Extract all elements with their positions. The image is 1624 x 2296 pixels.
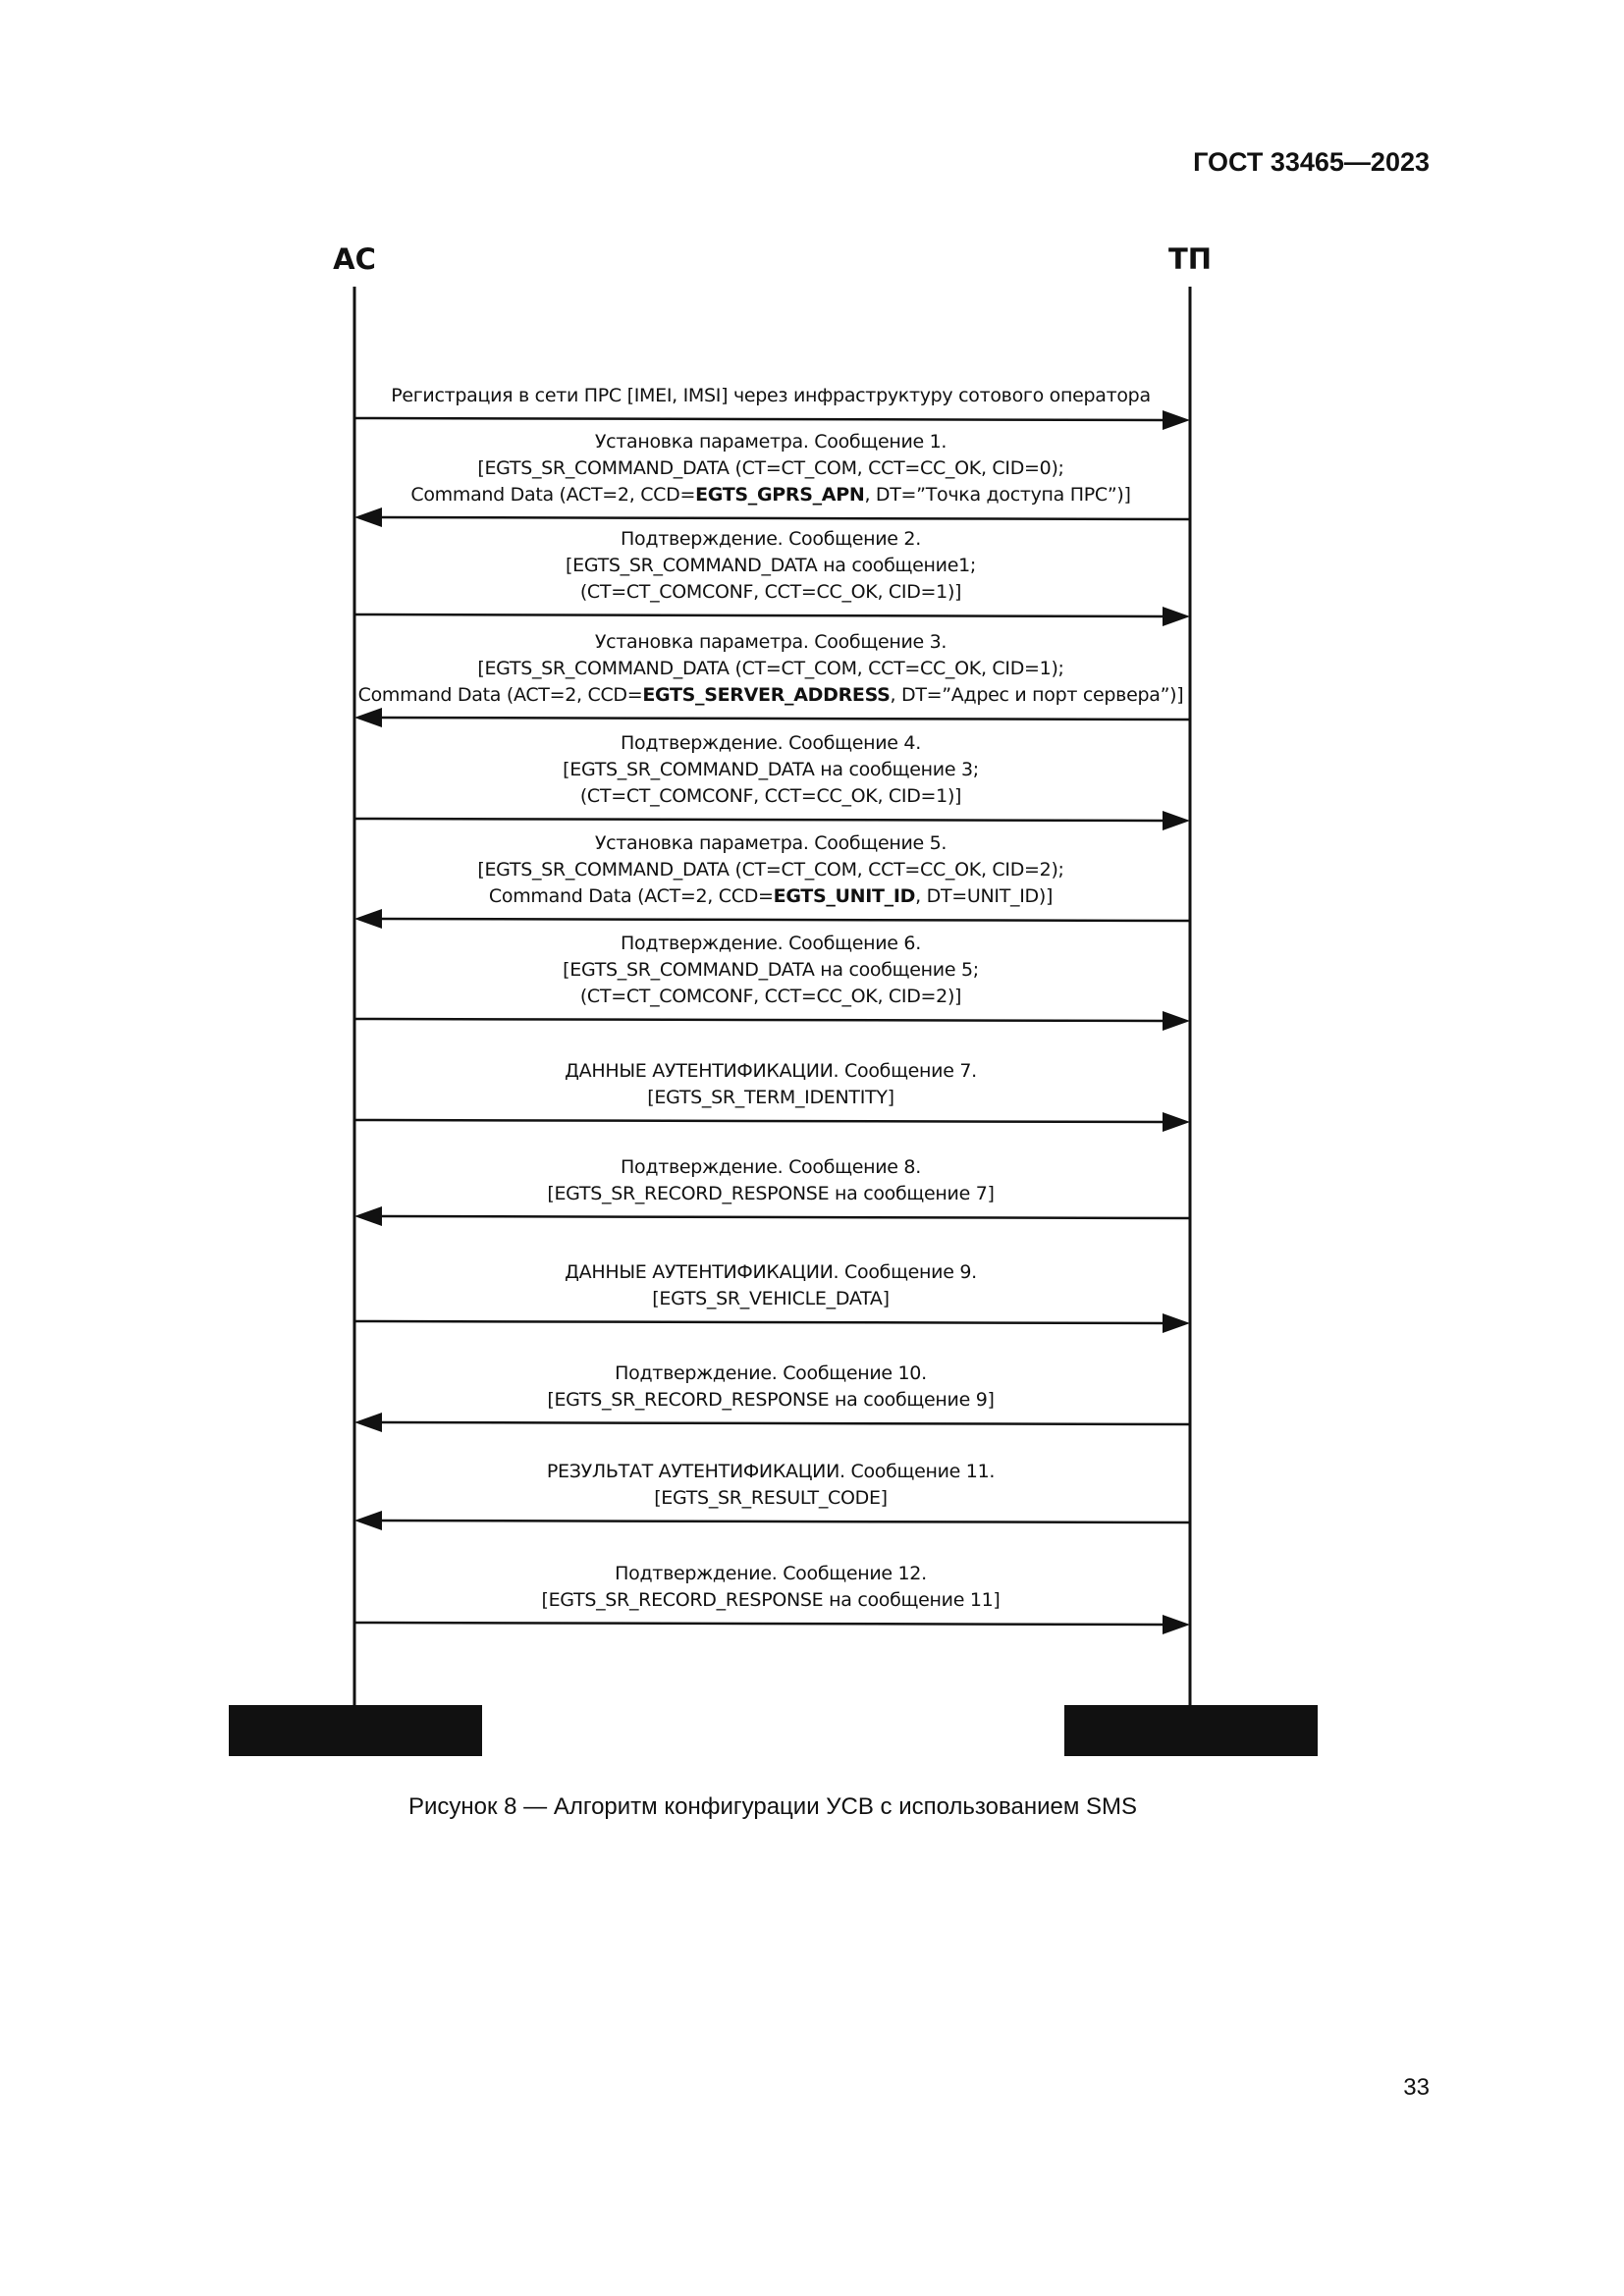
message-text-line: [EGTS_SR_RECORD_RESPONSE на сообщение 11] bbox=[541, 1589, 1001, 1611]
document-code: ГОСТ 33465—2023 bbox=[1193, 147, 1430, 177]
message-label bbox=[353, 1058, 1188, 1111]
message-text-line: Подтверждение. Сообщение 8. bbox=[621, 1156, 921, 1178]
message-text-line: [EGTS_SR_RECORD_RESPONSE на сообщение 7] bbox=[547, 1183, 995, 1204]
message-command-line: Command Data (ACT=2, CCD=EGTS_SERVER_ADDRESS, DT=”Адрес и порт сервера”)] bbox=[357, 684, 1184, 706]
lifeline-left-end-block bbox=[229, 1705, 482, 1756]
arrowhead-right bbox=[1163, 410, 1190, 430]
arrowhead-left bbox=[354, 507, 382, 527]
message-arrow-line bbox=[354, 1120, 1164, 1122]
parameter-code: EGTS_UNIT_ID bbox=[773, 885, 916, 907]
arrowhead-right bbox=[1163, 811, 1190, 830]
message-text-line: [EGTS_SR_COMMAND_DATA (CT=CT_COM, CCT=CC_OK, CID=1); bbox=[477, 658, 1064, 679]
message-text-line: Установка параметра. Сообщение 3. bbox=[594, 631, 947, 653]
arrowhead-right bbox=[1163, 607, 1190, 626]
message-text-line: [EGTS_SR_COMMAND_DATA на сообщение1; bbox=[566, 555, 976, 576]
actor-right-label: ТП bbox=[1167, 242, 1213, 276]
message-arrow-line bbox=[380, 1422, 1190, 1424]
arrowhead-right bbox=[1163, 1011, 1190, 1031]
message-arrow-line bbox=[380, 718, 1190, 720]
message-arrow-line bbox=[354, 614, 1164, 616]
message-label bbox=[353, 1361, 1188, 1414]
arrowhead-left bbox=[354, 1206, 382, 1226]
message-label bbox=[353, 383, 1188, 409]
message-text-line: (CT=CT_COMCONF, CCT=CC_OK, CID=1)] bbox=[579, 785, 962, 807]
message-arrow-line bbox=[380, 1216, 1190, 1218]
message-label bbox=[353, 526, 1188, 606]
message-text-line: ДАННЫЕ АУТЕНТИФИКАЦИИ. Сообщение 9. bbox=[565, 1261, 977, 1283]
message-text-line: (CT=CT_COMCONF, CCT=CC_OK, CID=1)] bbox=[579, 581, 962, 603]
message-command-line: Command Data (ACT=2, CCD=EGTS_GPRS_APN, DT=”Точка доступа ПРС”)] bbox=[410, 484, 1131, 506]
message-label bbox=[353, 1459, 1188, 1512]
message-text-line: ДАННЫЕ АУТЕНТИФИКАЦИИ. Сообщение 7. bbox=[565, 1060, 977, 1082]
message-label bbox=[353, 1561, 1188, 1614]
message-label bbox=[353, 931, 1188, 1010]
message-arrow-line bbox=[354, 1321, 1164, 1323]
arrowhead-left bbox=[354, 1511, 382, 1530]
message-text-line: Подтверждение. Сообщение 4. bbox=[621, 732, 921, 754]
message-text-line: Подтверждение. Сообщение 6. bbox=[621, 933, 921, 954]
arrowhead-left bbox=[354, 1413, 382, 1432]
message-label bbox=[353, 730, 1188, 810]
message-text-line: Установка параметра. Сообщение 1. bbox=[594, 431, 947, 453]
message-text-line: Подтверждение. Сообщение 2. bbox=[621, 528, 921, 550]
arrowhead-right bbox=[1163, 1313, 1190, 1333]
message-text-line: Подтверждение. Сообщение 12. bbox=[615, 1563, 927, 1584]
message-text-line: (CT=CT_COMCONF, CCT=CC_OK, CID=2)] bbox=[579, 986, 962, 1007]
message-text-line: [EGTS_SR_TERM_IDENTITY] bbox=[647, 1087, 894, 1108]
message-label bbox=[353, 1154, 1188, 1207]
message-arrow-line bbox=[380, 919, 1190, 921]
message-text-line: [EGTS_SR_COMMAND_DATA (CT=CT_COM, CCT=CC_OK, CID=2); bbox=[477, 859, 1064, 881]
parameter-code: EGTS_GPRS_APN bbox=[695, 484, 865, 506]
message-label bbox=[353, 429, 1188, 508]
message-command-line: Command Data (ACT=2, CCD=EGTS_UNIT_ID, DT=UNIT_ID)] bbox=[488, 885, 1054, 907]
arrowhead-right bbox=[1163, 1615, 1190, 1634]
figure-caption: Рисунок 8 — Алгоритм конфигурации УСВ с использованием SMS bbox=[407, 1793, 1138, 1820]
message-text-line: Установка параметра. Сообщение 5. bbox=[594, 832, 947, 854]
arrowhead-left bbox=[354, 708, 382, 727]
message-text-line: [EGTS_SR_COMMAND_DATA (CT=CT_COM, CCT=CC_OK, CID=0); bbox=[477, 457, 1064, 479]
message-text-line: Регистрация в сети ПРС [IMEI, IMSI] через инфраструктуру сотового оператора bbox=[391, 385, 1151, 406]
message-text-line: [EGTS_SR_RESULT_CODE] bbox=[654, 1487, 888, 1509]
message-text-line: [EGTS_SR_COMMAND_DATA на сообщение 5; bbox=[563, 959, 979, 981]
message-arrow-line bbox=[354, 418, 1164, 420]
actor-left-label: АС bbox=[333, 242, 376, 276]
message-text-line: РЕЗУЛЬТАТ АУТЕНТИФИКАЦИИ. Сообщение 11. bbox=[546, 1461, 996, 1482]
parameter-code: EGTS_SERVER_ADDRESS bbox=[642, 684, 891, 706]
message-label bbox=[353, 629, 1188, 709]
arrowhead-left bbox=[354, 909, 382, 929]
arrowhead-right bbox=[1163, 1112, 1190, 1132]
message-arrow-line bbox=[354, 1623, 1164, 1625]
message-label bbox=[353, 1259, 1188, 1312]
message-text-line: [EGTS_SR_RECORD_RESPONSE на сообщение 9] bbox=[547, 1389, 995, 1411]
message-arrow-line bbox=[354, 819, 1164, 821]
message-text-line: [EGTS_SR_VEHICLE_DATA] bbox=[652, 1288, 890, 1309]
message-arrow-line bbox=[354, 1019, 1164, 1021]
message-arrow-line bbox=[380, 1521, 1190, 1522]
message-text-line: Подтверждение. Сообщение 10. bbox=[615, 1362, 927, 1384]
page-number: 33 bbox=[1403, 2074, 1430, 2101]
lifeline-right-end-block bbox=[1064, 1705, 1318, 1756]
message-text-line: [EGTS_SR_COMMAND_DATA на сообщение 3; bbox=[563, 759, 979, 780]
message-label bbox=[353, 830, 1188, 910]
message-arrow-line bbox=[380, 517, 1190, 519]
